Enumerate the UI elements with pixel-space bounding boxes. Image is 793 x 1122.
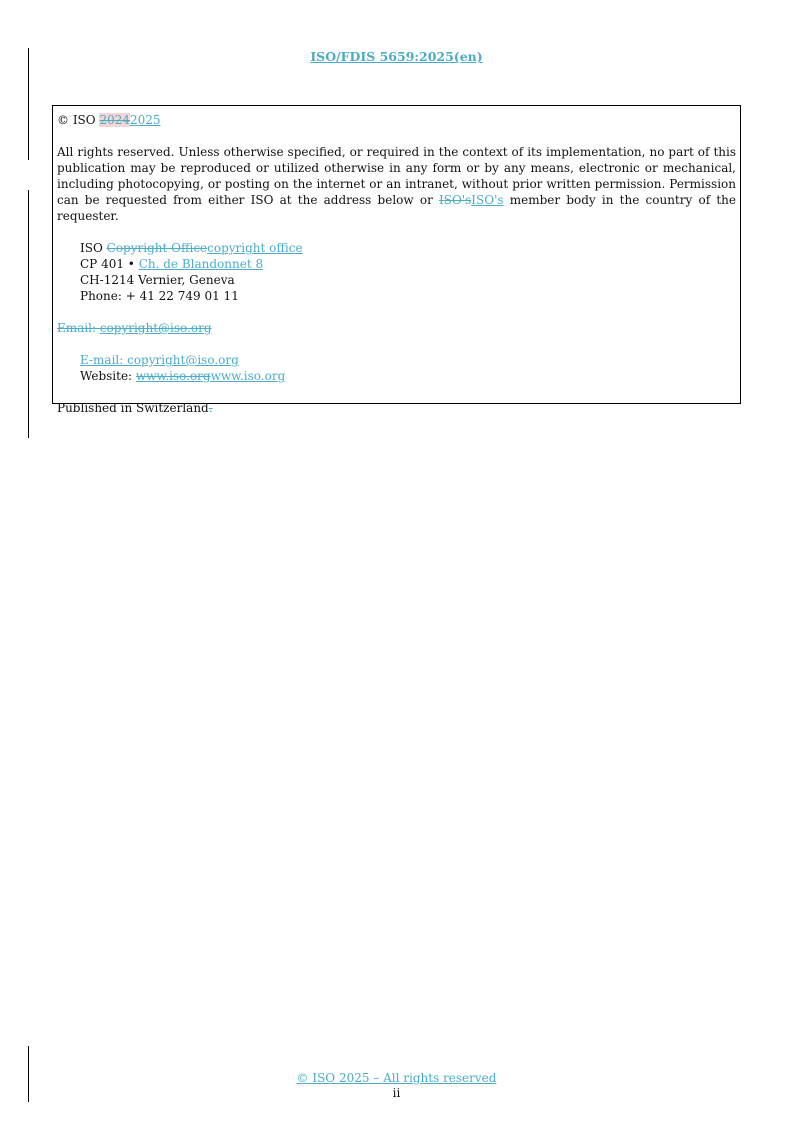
page-number: ii	[392, 1086, 401, 1100]
change-bar	[28, 48, 29, 160]
website-link-deleted[interactable]: www.iso.org	[135, 369, 211, 383]
website-link[interactable]: www.iso.org	[210, 369, 286, 383]
document-id-header: ISO/FDIS 5659:2025(en)	[310, 49, 483, 64]
deleted-email-line: Email: copyright@iso.org	[57, 321, 212, 335]
published-line: Published in Switzerland.	[57, 401, 213, 415]
footer-copyright: © ISO 2025 – All rights reserved	[296, 1071, 497, 1085]
rights-paragraph: All rights reserved. Unless otherwise specified, or required in the context of its implementation, no part of this publication may be reproduced or utilized otherwise in any form or by any means, electronic or mechanical, including photocopying, or posting on the internet or an intranet, without prior written permission. Permission can be requested from either ISO at the address below or ISO'sISO's member body in the country of the requester.	[57, 145, 736, 223]
email-link[interactable]: E-mail: copyright@iso.org	[80, 353, 239, 367]
email-link[interactable]: copyright@iso.org	[99, 321, 212, 335]
page-footer	[0, 1071, 793, 1101]
change-bar	[28, 190, 29, 438]
copyright-line: © ISO 20242025	[57, 113, 161, 127]
address-block: ISO Copyright Officecopyright office CP 401 • Ch. de Blandonnet 8 CH-1214 Vernier, Geneva Phone: + 41 22 749 01 11	[80, 241, 303, 303]
deleted-year: 2024	[99, 113, 130, 127]
copyright-notice-box: © ISO 20242025 All rights reserved. Unless otherwise specified, or required in the context of its implementation, no part of this publication may be reproduced or utilized otherwise in any form or by any means, electronic or mechanical, including photocopying, or posting on the internet or an intranet, without prior written permission. Permission can be requested from either ISO at the address below or ISO'sISO's member body in the country of the requester. ISO Copyright Officecopyright office CP 401 • Ch. de Blandonnet 8 CH-1214 Vernier, Geneva Phone: + 41 22 749 01 11 Email: copyright@iso.org E-mail: copyright@iso.org Website: www.iso.orgwww.iso.org Published in Switzerland.	[52, 105, 741, 404]
inserted-year: 2025	[129, 113, 161, 127]
